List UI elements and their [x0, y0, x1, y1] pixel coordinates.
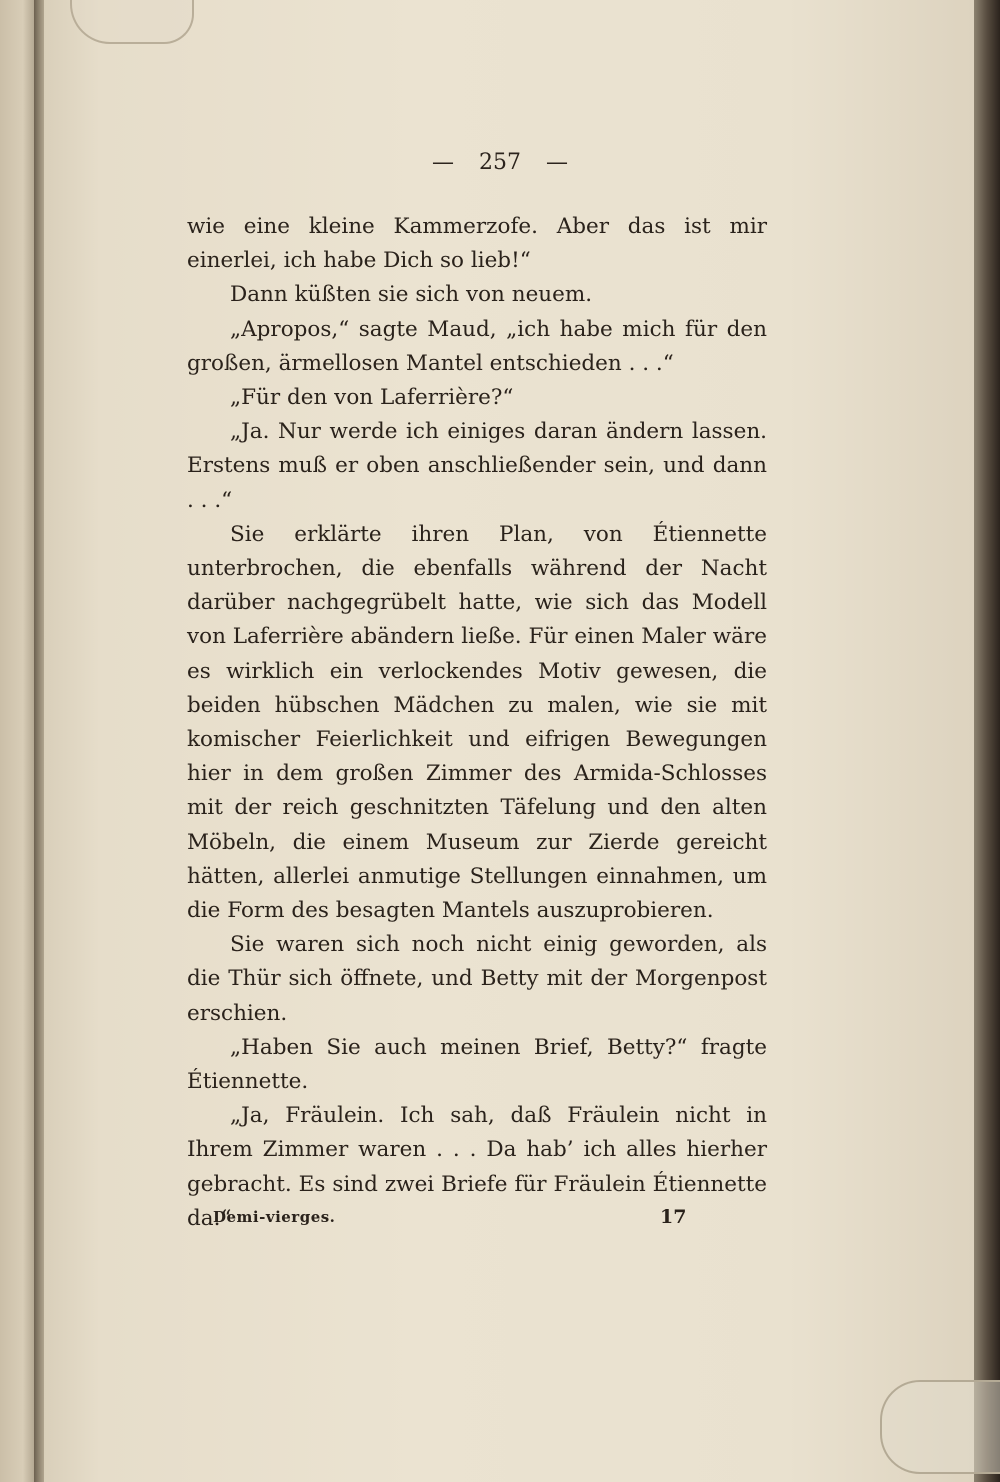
page-header — [0, 150, 1000, 175]
body-text — [187, 210, 767, 1236]
mounting-tape-bottom — [880, 1380, 1000, 1474]
paragraph-2: Dann küßten sie sich von neuem. — [230, 282, 593, 308]
paragraph-4: „Für den von Laferrière?“ — [230, 385, 514, 411]
right-edge — [974, 0, 1000, 1482]
left-page-edge — [0, 0, 38, 1482]
page-number: 257 — [479, 150, 521, 175]
signature-title: Demi-vierges. — [213, 1208, 336, 1226]
page-footer — [0, 1206, 1000, 1236]
paragraph-3: „Apropos,“ sagte Maud, „ich habe mich für den großen, ärmellosen Mantel entschieden . . .“ — [187, 316, 767, 376]
signature-number: 17 — [660, 1206, 687, 1228]
header-dash-left: — — [432, 150, 454, 175]
mounting-tape-top — [70, 0, 194, 44]
paragraph-6: Sie erklärte ihren Plan, von Étiennette unterbrochen, die ebenfalls während der Nacht darüber nachgegrübelt hatte, wie sich das Modell von Laferrière abändern ließe. Für einen Maler wäre es wirklich ein verlockendes Motiv gewesen, die beiden hübschen Mädchen zu malen, wie sie mit komischer Feierlichkeit und eifrigen Bewegungen hier in dem großen Zimmer des Armida-Schlosses mit der reich geschnitzten Täfelung und den alten Möbeln, die einem Museum zur Zierde gereicht hätten, allerlei anmutige Stellungen einnahmen, um die Form des besagten Mantels auszuprobieren. — [187, 521, 767, 924]
paragraph-8: „Haben Sie auch meinen Brief, Betty?“ fragte Étiennette. — [187, 1034, 767, 1095]
paragraph-7: Sie waren sich noch nicht einig geworden, als die Thür sich öffnete, und Betty mit der Morgenpost erschien. — [187, 932, 767, 1026]
header-dash-right: — — [546, 150, 568, 175]
paragraph-1: wie eine kleine Kammerzofe. Aber das ist mir einerlei, ich habe Dich so lieb!“ — [187, 214, 767, 274]
paragraph-9: „Ja, Fräulein. Ich sah, daß Fräulein nicht in Ihrem Zimmer waren . . . Da hab’ ich alles hierher gebracht. Es sind zwei Briefe für Fräulein Étiennette da.“ — [187, 1103, 767, 1231]
paragraph-5: „Ja. Nur werde ich einiges daran ändern lassen. Erstens muß er oben anschließender sein, und dann . . .“ — [187, 419, 767, 513]
